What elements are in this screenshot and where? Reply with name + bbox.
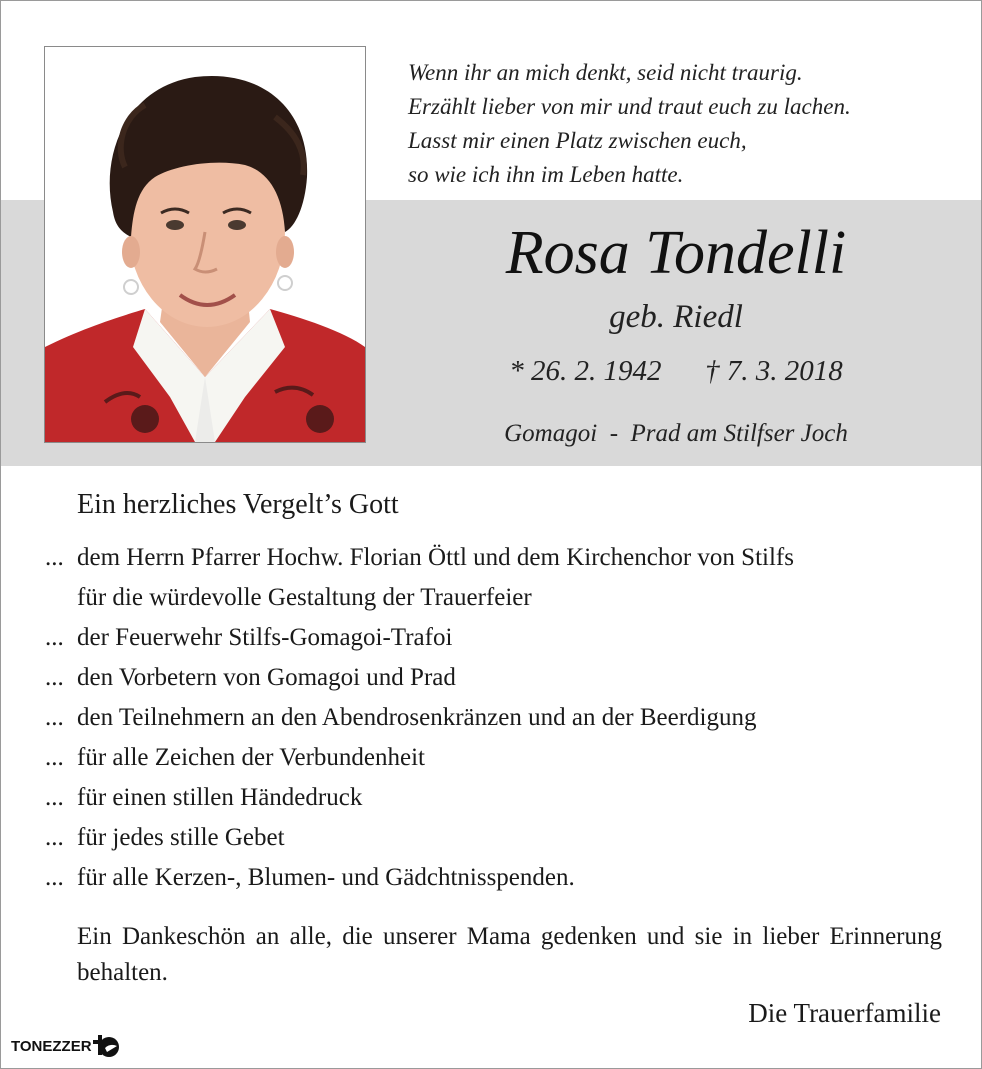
list-item-continuation: für die würdevolle Gestaltung der Trauerfeier xyxy=(77,584,532,611)
list-prefix: ... xyxy=(45,864,64,891)
poem xyxy=(408,56,968,192)
deceased-name: Rosa Tondelli xyxy=(505,219,847,287)
list-item xyxy=(45,738,955,778)
place-separator: - xyxy=(609,420,619,447)
list-item-text: für alle Kerzen-, Blumen- und Gädchtnisspenden. xyxy=(77,864,575,891)
closing-text: Ein Dankeschön an alle, die unserer Mama gedenken und sie in lieber Erinnerung behalten. xyxy=(77,923,942,986)
list-item xyxy=(45,858,955,898)
places xyxy=(371,417,981,451)
list-item xyxy=(45,698,955,738)
signature: Die Trauerfamilie xyxy=(748,998,941,1028)
list-item xyxy=(45,658,955,698)
maiden-name: geb. Riedl xyxy=(609,299,743,335)
list-item-text: dem Herrn Pfarrer Hochw. Florian Öttl und dem Kirchenchor von Stilfs xyxy=(77,544,794,571)
list-item-text: für jedes stille Gebet xyxy=(77,824,285,851)
list-item xyxy=(45,538,955,578)
poem-line: Wenn ihr an mich denkt, seid nicht traurig. xyxy=(408,60,803,85)
list-prefix: ... xyxy=(45,784,64,811)
list-prefix: ... xyxy=(45,744,64,771)
list-item-text: für einen stillen Händedruck xyxy=(77,784,363,811)
thanks-heading: Ein herzliches Vergelt’s Gott xyxy=(77,489,399,520)
list-prefix: ... xyxy=(45,544,64,571)
list-item-text: den Teilnehmern an den Abendrosenkränzen und an der Beerdigung xyxy=(77,704,757,731)
poem-line: Erzählt lieber von mir und traut euch zu lachen. xyxy=(408,94,851,119)
list-item-text: für alle Zeichen der Verbundenheit xyxy=(77,744,425,771)
poem-line: Lasst mir einen Platz zwischen euch, xyxy=(408,128,747,153)
list-prefix: ... xyxy=(45,624,64,651)
list-prefix: ... xyxy=(45,664,64,691)
place-to: Prad am Stilfser Joch xyxy=(630,420,848,447)
portrait-photo xyxy=(44,46,366,443)
portrait-illustration xyxy=(45,47,365,442)
list-item xyxy=(45,818,955,858)
logo-text: TONEZZER xyxy=(11,1037,92,1055)
thanks-list xyxy=(45,538,955,898)
list-item xyxy=(45,778,955,818)
funeral-home-logo xyxy=(11,1034,123,1058)
cross-dove-icon xyxy=(93,1034,123,1058)
place-from: Gomagoi xyxy=(504,420,598,447)
list-item-text: der Feuerwehr Stilfs-Gomagoi-Trafoi xyxy=(77,624,453,651)
death-date: † 7. 3. 2018 xyxy=(705,355,843,387)
list-prefix: ... xyxy=(45,824,64,851)
list-prefix: ... xyxy=(45,704,64,731)
list-item xyxy=(45,618,955,658)
birth-date: * 26. 2. 1942 xyxy=(509,355,662,387)
poem-line: so wie ich ihn im Leben hatte. xyxy=(408,162,684,187)
life-dates xyxy=(371,351,981,391)
list-item-text: den Vorbetern von Gomagoi und Prad xyxy=(77,664,456,691)
